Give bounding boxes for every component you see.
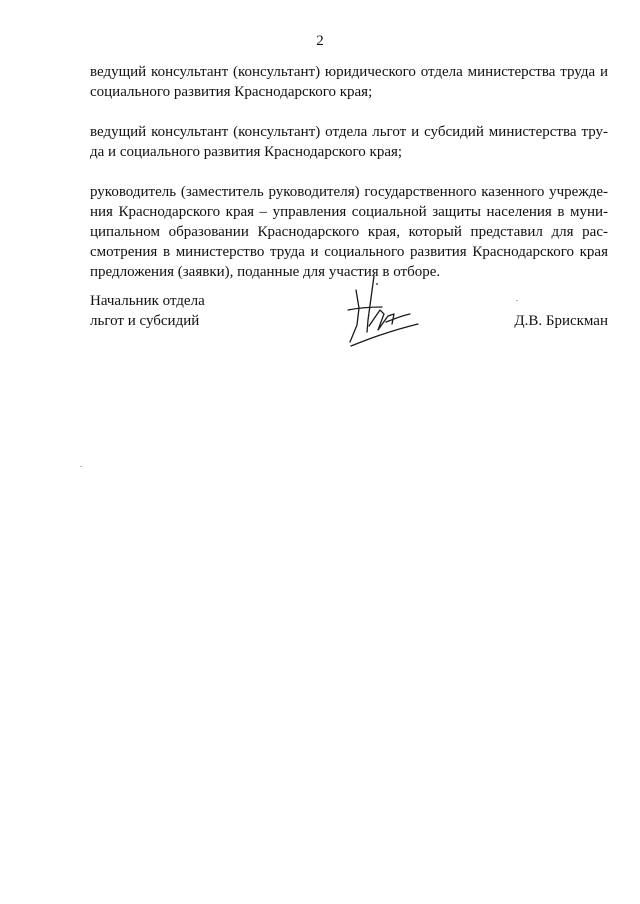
- paragraph-line: руководитель (заместитель руководителя) государственного казенного учрежде-: [90, 184, 608, 200]
- handwritten-signature: [346, 270, 420, 350]
- page-number: 2: [316, 33, 324, 49]
- paragraph-legal-consultant: [90, 62, 608, 102]
- position-line: Начальник отдела: [90, 293, 205, 309]
- scan-speck: [516, 300, 518, 301]
- paragraph-line: ния Краснодарского края – управления социальной защиты населения в муни-: [90, 204, 608, 220]
- paragraph-institution-head: [90, 182, 608, 282]
- signatory-position: [90, 291, 205, 331]
- paragraph-line: смотрения в министерство труда и социального развития Краснодарского края: [90, 244, 608, 260]
- paragraph-line: да и социального развития Краснодарского края;: [90, 144, 403, 160]
- paragraph-line: социального развития Краснодарского края;: [90, 84, 373, 100]
- paragraph-line: ведущий консультант (консультант) юридического отдела министерства труда и: [90, 64, 608, 80]
- paragraph-line: предложения (заявки), поданные для участия в отборе.: [90, 264, 441, 280]
- position-line: льгот и субсидий: [90, 313, 200, 329]
- signatory-name: Д.В. Брискман: [514, 313, 608, 329]
- paragraph-line: ципальном образовании Краснодарского края, который представил для рас-: [90, 224, 608, 240]
- document-body: [90, 62, 608, 302]
- scan-speck: [80, 466, 82, 467]
- paragraph-line: ведущий консультант (консультант) отдела льгот и субсидий министерства тру-: [90, 124, 608, 140]
- paragraph-benefits-consultant: [90, 122, 608, 162]
